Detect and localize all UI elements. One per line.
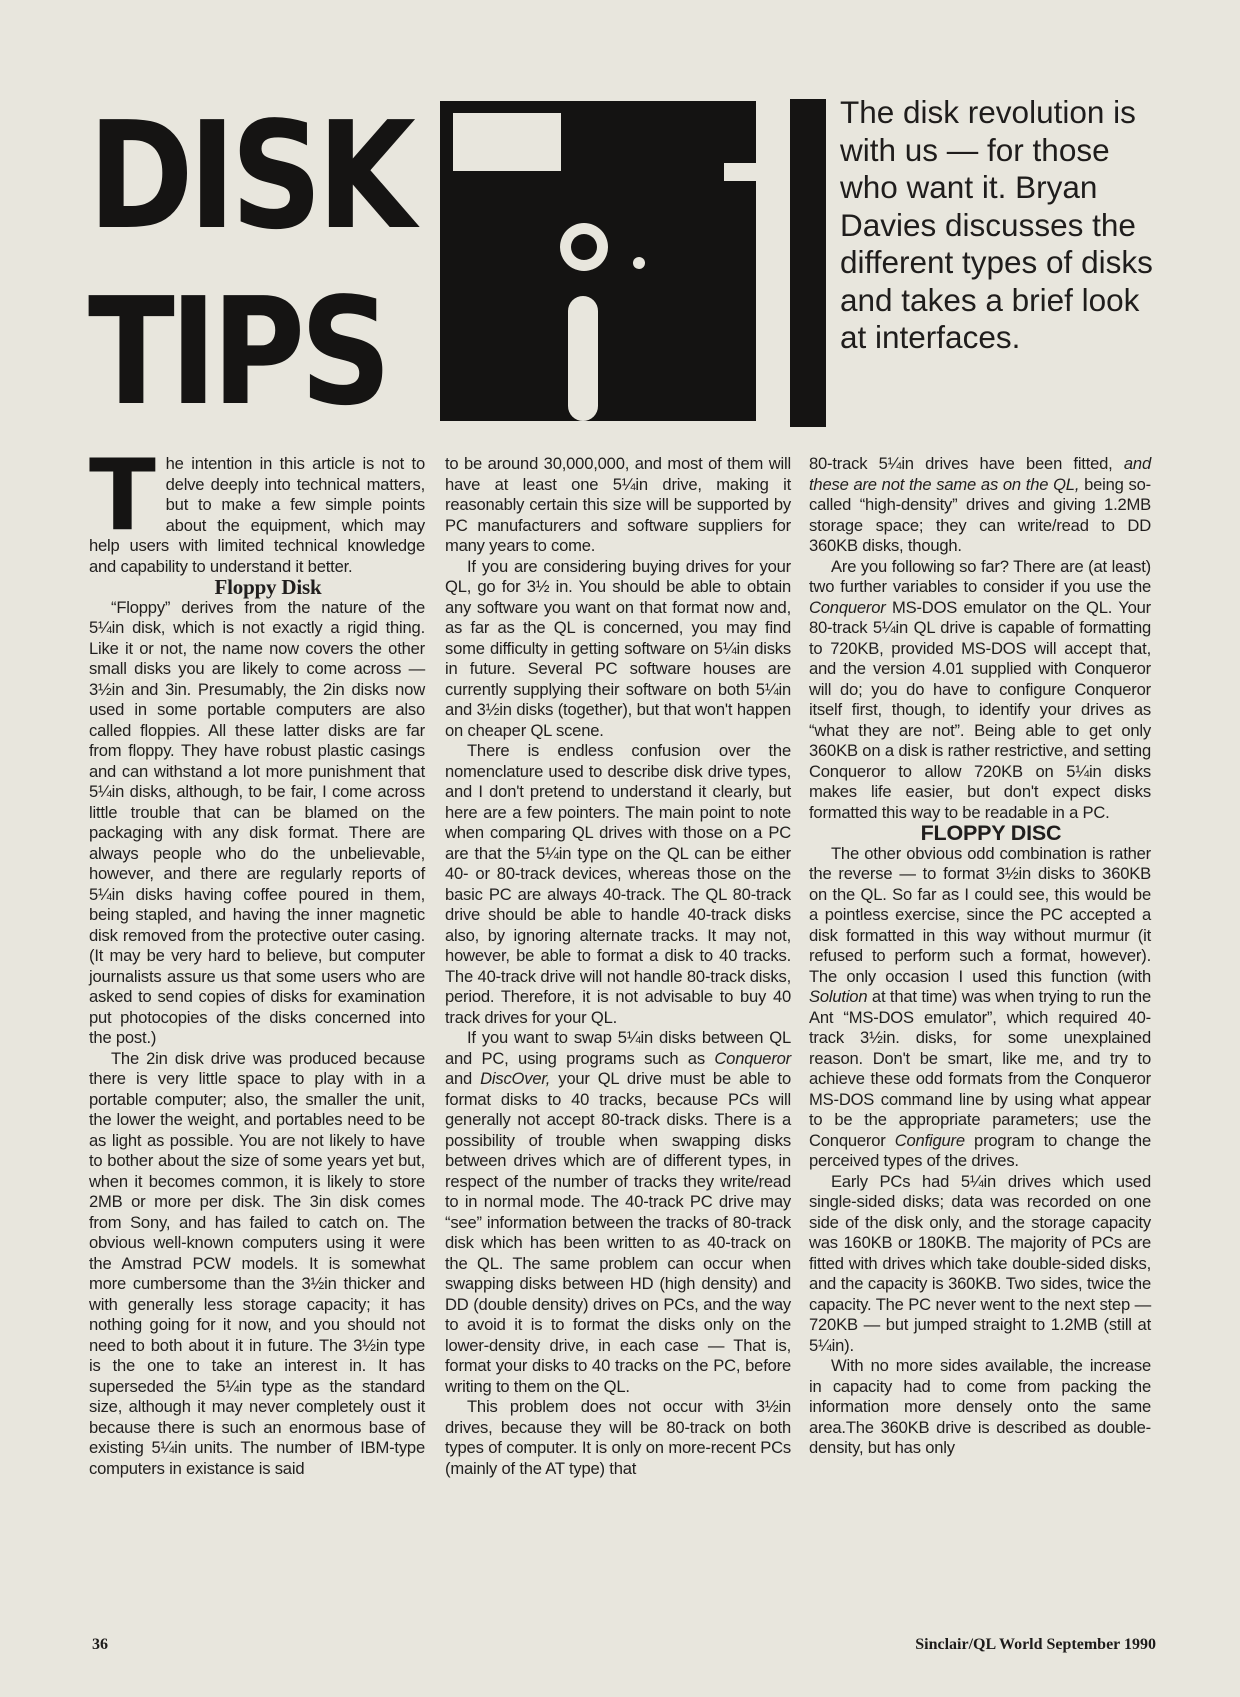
page-number: 36 bbox=[92, 1636, 108, 1653]
lead-paragraph: The intention in this article is not to delve deeply into technical matters, but to make a few simple points about the equipment, which may help users with limited technical knowledge and capability to understand it better. bbox=[89, 439, 425, 576]
paragraph: The 2in disk drive was produced because there is very little space to play with in a portable computer; also, the smaller the unit, the lower the weight, and portables need to be as light as possible. You are not likely to have to bother about the size of some years yet but, when it becomes common, it is likely to store 2MB or more per disk. The 3in disk comes from Sony, and has failed to catch on. The obvious well-known computers using it were the Amstrad PCW models. It is somewhat more cumbersome than the 3½in thicker and with generally less storage capacity; it has nothing going for it now, and you should not need to both about it in future. The 3½in type is the one to take an interest in. It has superseded the 5¼in type as the standard size, although it may never completely oust it because there is such an enormous base of existing 5¼in units. The number of IBM-type computers in existance is said bbox=[89, 1048, 425, 1478]
paragraph: to be around 30,000,000, and most of them will have at least one 5¼in drive, making it reasonably certain this size will be supported by PC manufacturers and software suppliers for many years to come. bbox=[445, 454, 791, 555]
article-title bbox=[88, 88, 411, 440]
column-2 bbox=[445, 454, 791, 1479]
drop-cap: T bbox=[89, 439, 156, 553]
section-heading-floppy-disc: FLOPPY DISC bbox=[920, 821, 1062, 845]
paragraph: Are you following so far? There are (at least) two further variables to consider if you use the Conqueror MS-DOS emulator on the QL. Your 80-track 5¼in QL drive is capable of formatting to 720KB, provided MS-DOS will accept that, and the version 4.01 supplied with Conqueror will do; you do have to configure Conqueror itself first, though, to identify your drives as “what they are not”. Being able to get only 360KB on a disk is rather restrictive, and setting Conqueror to allow 720KB on 5¼in disks makes life easier, but don't expect disks formatted this way to be readable in a PC. bbox=[809, 556, 1151, 822]
title-line-1: DISK bbox=[88, 90, 411, 262]
paragraph: There is endless confusion over the nomenclature used to describe disk drive types, and I don't pretend to understand it clearly, but here are a few pointers. The main point to note when comparing QL drives with those on a PC are that the 5¼in type on the QL can be either 40- or 80-track devices, whereas those on the basic PC are always 40-track. The QL 80-track drive should be able to handle 40-track disks also, by ignoring alternate tracks. It may not, however, be able to format a disk to 40 tracks. The 40-track drive will not handle 80-track disks, period. Therefore, it is not advisable to buy 40 track drives for your QL. bbox=[445, 741, 791, 1027]
floppy-disk-illustration bbox=[440, 101, 756, 421]
paragraph: “Floppy” derives from the nature of the 5¼in disk, which is not exactly a rigid thing. Like it or not, the name now covers the other small disks you are likely to come across — 3½in and 3in. Presumably, the 2in disks now used in some portable computers are also called floppies. All these latter disks are far from floppy. They have robust plastic casings and can withstand a lot more punishment that 5¼in disks, although, to be fair, I come across little trouble that can be blamed on the packaging with any disk format. There are always people who do the unbelievable, however, and there are regularly reports of 5¼in disks having coffee poured in them, being stapled, and having the inner magnetic disk removed from the protective outer casing. (It may be very hard to believe, but computer journalists assure us that some users who are asked to send copies of disks for examination put photocopies of the disks concerned into the post.) bbox=[89, 597, 425, 1047]
paragraph: If you are considering buying drives for your QL, go for 3½ in. You should be able to obtain any software you want on that format now and, as far as the QL is concerned, you may find some difficulty in getting software on 5¼in disks in future. Several PC software houses are currently supplying their software on both 5¼in and 3½in disks (together), but that won't happen on cheaper QL scene. bbox=[445, 556, 791, 740]
publication-footer: Sinclair/QL World September 1990 bbox=[915, 1636, 1156, 1653]
paragraph: The other obvious odd combination is rather the reverse — to format 3½in disks to 360KB on the QL. So far as I could see, this would be a pointless exercise, since the PC accepted a disk formatted in this way without murmur (it refused to perform such a format, however). The only occasion I used this function (with Solution at that time) was when trying to run the Ant “MS-DOS emulator”, which required 40-track 3½in. disks, for some unexplained reason. Don't be smart, like me, and try to achieve these odd formats from the Conqueror MS-DOS command line by using what appear to be the appropriate parameters; use the Conqueror Configure program to change the perceived types of the drives. bbox=[809, 843, 1151, 1170]
article-intro: The disk revolution is with us — for those who want it. Bryan Davies discusses the different types of disks and takes a brief look at interfaces. bbox=[840, 94, 1153, 355]
decorative-bar bbox=[790, 99, 826, 427]
column-1 bbox=[89, 439, 425, 1479]
title-line-2: TIPS bbox=[88, 266, 387, 438]
column-3 bbox=[809, 454, 1151, 1459]
paragraph: Early PCs had 5¼in drives which used single-sided disks; data was recorded on one side of the disk only, and the storage capacity was 160KB or 180KB. The majority of PCs are fitted with drives which take double-sided disks, and the capacity is 360KB. Two sides, twice the capacity. The PC never went to the next step — 720KB — but jumped straight to 1.2MB (still at 5¼in). bbox=[809, 1171, 1151, 1355]
paragraph: 80-track 5¼in drives have been fitted, and these are not the same as on the QL, being so-called “high-density” drives and giving 1.2MB storage space; they can write/read to DD 360KB disks, though. bbox=[809, 454, 1151, 555]
section-heading-floppy-disk: Floppy Disk bbox=[214, 575, 322, 599]
paragraph: If you want to swap 5¼in disks between QL and PC, using programs such as Conqueror and DiscOver, your QL drive must be able to format disks to 40 tracks, because PCs will generally not accept 80-track disks. There is a possibility of trouble when swapping disks between drives which are of different types, in respect of the number of tracks they write/read to in normal mode. The 40-track PC drive may “see” information between the tracks of 80-track disk which has been written to as 40-track on the QL. The same problem can occur when swapping disks between HD (high density) and DD (double density) drives on PCs, and the way to avoid it is to format the disks only on the lower-density drive, in each case — That is, format your disks to 40 tracks on the PC, before writing to them on the QL. bbox=[445, 1028, 791, 1396]
paragraph: This problem does not occur with 3½in drives, because they will be 80-track on both types of computer. It is only on more-recent PCs (mainly of the AT type) that bbox=[445, 1397, 791, 1478]
paragraph: With no more sides available, the increase in capacity had to come from packing the information more densely onto the same area.The 360KB drive is described as double-density, but has only bbox=[809, 1356, 1151, 1457]
